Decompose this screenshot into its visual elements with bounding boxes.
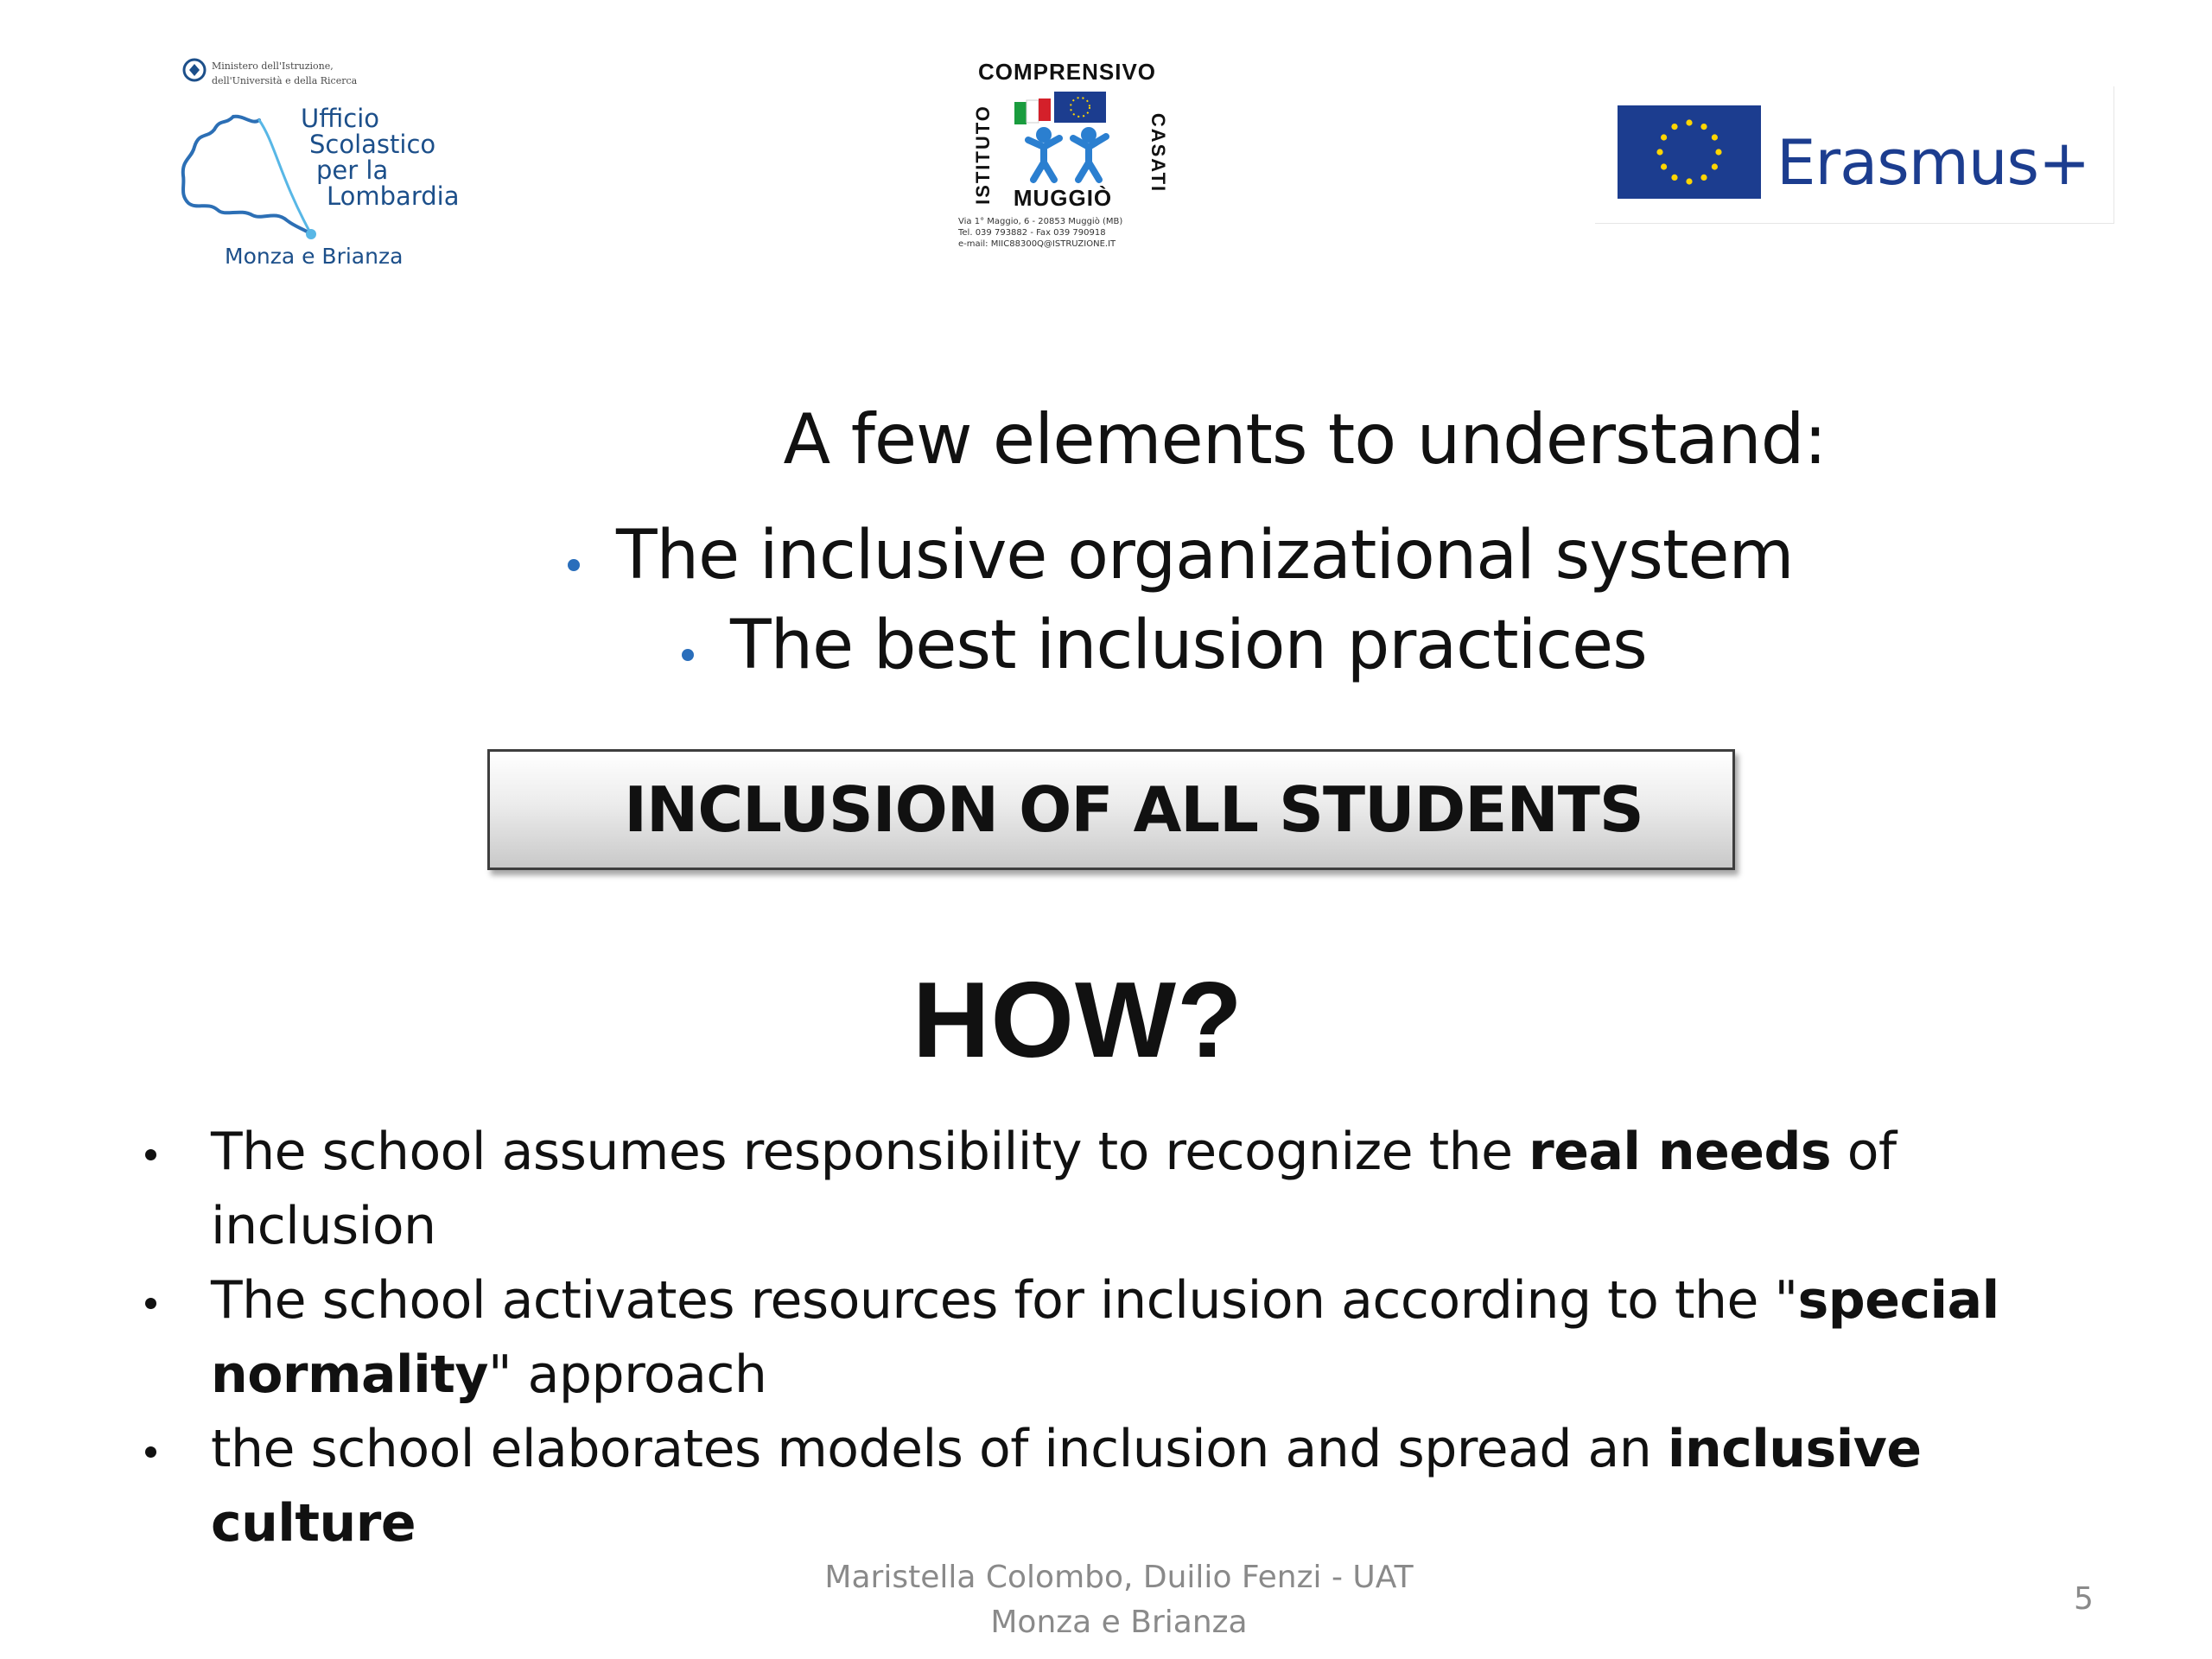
erasmus-logo (1595, 86, 2114, 224)
inclusion-banner (487, 749, 1735, 870)
school-logo (955, 57, 1179, 264)
ministry-line-1: Ministero dell'Istruzione, (212, 60, 334, 72)
center-bullet-text: The inclusive organizational system (616, 517, 1794, 594)
school-logo-town: MUGGIÒ (1013, 185, 1113, 211)
school-logo-top-text: COMPRENSIVO (977, 59, 1157, 85)
eu-star-icon (1661, 134, 1667, 140)
school-logo-left-text: ISTITUTO (972, 105, 994, 205)
bullet-dot-icon (145, 1298, 156, 1309)
footer-line-2: Monza e Brianza (990, 1605, 1248, 1640)
usr-office-name (301, 105, 491, 209)
usr-lombardia-logo (173, 52, 484, 276)
eu-star-icon (1661, 163, 1667, 169)
inclusion-banner-text: INCLUSION OF ALL STUDENTS (624, 773, 1643, 846)
how-heading: HOW? (912, 961, 1243, 1080)
eu-star-icon (1671, 124, 1677, 130)
bullet-dot-icon (568, 559, 580, 571)
eu-star-icon (1671, 175, 1677, 181)
bullet-text: of inclusion (211, 1122, 1897, 1256)
bullet-emphasis: special normality (211, 1270, 1999, 1405)
children-flags-icon (1002, 86, 1132, 183)
school-address-line-2: Tel. 039 793882 - Fax 039 790918 (958, 228, 1106, 238)
how-bullet-list (138, 1115, 2126, 1560)
eu-star-icon (1686, 178, 1692, 184)
page-number: 5 (2074, 1581, 2094, 1617)
bullet-dot-icon (145, 1446, 156, 1458)
eu-star-icon (1686, 119, 1692, 125)
eu-star-icon (1656, 149, 1662, 155)
center-bullet-text: The best inclusion practices (730, 607, 1647, 684)
bullet-text: The school activates resources for inclusion according to the " (211, 1270, 1798, 1331)
eu-star-icon (1715, 149, 1721, 155)
bullet-text: The school assumes responsibility to recognize the (211, 1122, 1529, 1182)
center-bullet-item (568, 517, 1793, 594)
eu-star-icon (1700, 124, 1707, 130)
eu-flag-icon (1618, 105, 1761, 199)
lombardy-map-icon (173, 99, 320, 246)
bullet-text: the school elaborates models of inclusion and spread an (211, 1419, 1668, 1479)
how-bullet-item (138, 1263, 2126, 1412)
bullet-emphasis: real needs (1529, 1122, 1832, 1182)
usr-name-line-1: Ufficio (301, 104, 380, 133)
school-address-line-1: Via 1° Maggio, 6 - 20853 Muggiò (MB) (958, 217, 1123, 226)
slide-subtitle: A few elements to understand: (783, 399, 1827, 480)
slide-footer (760, 1555, 1478, 1645)
ministry-line-2: dell'Università e della Ricerca (212, 75, 358, 86)
footer-line-1: Maristella Colombo, Duilio Fenzi - UAT (824, 1560, 1414, 1595)
bullet-dot-icon (145, 1149, 156, 1160)
eu-star-icon (1712, 163, 1718, 169)
center-bullet-item (682, 607, 1647, 684)
usr-name-line-2: Scolastico (309, 130, 436, 159)
school-address (958, 216, 1174, 250)
bullet-emphasis: inclusive culture (211, 1419, 1922, 1554)
how-bullet-item (138, 1412, 2126, 1560)
school-logo-right-text: CASATI (1147, 112, 1169, 194)
ministry-name (212, 59, 436, 88)
how-bullet-item (138, 1115, 2126, 1263)
bullet-text: " approach (487, 1344, 767, 1405)
usr-name-line-3: per la (316, 156, 389, 185)
eu-star-icon (1700, 175, 1707, 181)
erasmus-wordmark: Erasmus+ (1777, 126, 2090, 199)
usr-province: Monza e Brianza (225, 244, 404, 269)
bullet-dot-icon (682, 649, 694, 661)
school-address-line-3: e-mail: MIIC88300Q@ISTRUZIONE.IT (958, 239, 1116, 249)
eu-star-icon (1712, 134, 1718, 140)
usr-name-line-4: Lombardia (327, 181, 460, 211)
italian-republic-seal-icon (181, 57, 207, 83)
